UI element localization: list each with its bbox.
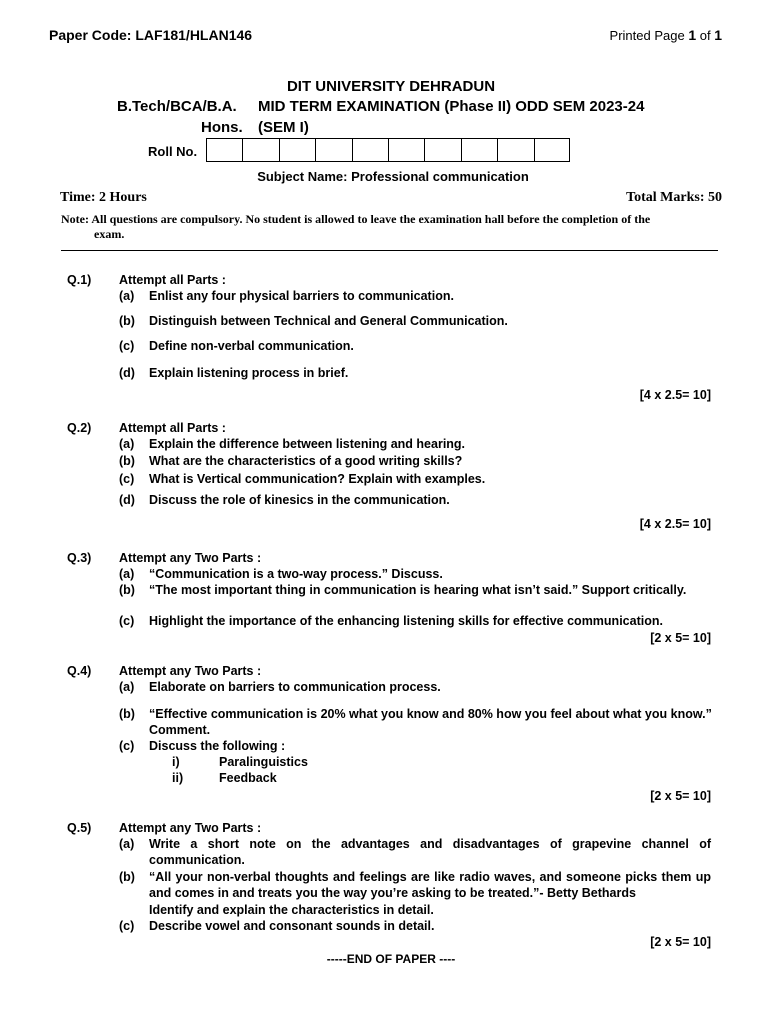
part-label: (c) — [119, 739, 135, 753]
question-instruction: Attempt any Two Parts : — [119, 821, 262, 835]
page-number: 1 — [688, 27, 697, 43]
part-label: (c) — [119, 472, 135, 486]
exam-title-line2: (SEM I) — [258, 119, 309, 136]
part-text: Elaborate on barriers to communication process. — [149, 680, 441, 694]
roll-no-box[interactable] — [534, 138, 570, 162]
printed-page-of: of — [696, 28, 715, 43]
question-number: Q.4) — [67, 664, 92, 678]
subpart-text: Feedback — [219, 771, 277, 785]
part-text: “The most important thing in communication is hearing what isn’t said.” Support critically. — [149, 583, 687, 597]
question-instruction: Attempt all Parts : — [119, 273, 226, 287]
note-line1: Note: All questions are compulsory. No student is allowed to leave the examination hall before the completion of the — [61, 212, 651, 226]
part-text: Define non-verbal communication. — [149, 339, 354, 353]
subpart-text: Paralinguistics — [219, 755, 308, 769]
part-label: (d) — [119, 493, 135, 507]
exam-time: Time: 2 Hours — [60, 190, 147, 205]
subpart-label: ii) — [172, 771, 184, 785]
paper-code: Paper Code: LAF181/HLAN146 — [49, 27, 253, 43]
part-text: Explain listening process in brief. — [149, 366, 349, 380]
part-label: (a) — [119, 680, 135, 694]
subject-name: Subject Name: Professional communication — [257, 169, 529, 184]
question-instruction: Attempt any Two Parts : — [119, 664, 262, 678]
roll-no-box[interactable] — [424, 138, 460, 162]
marks-allocation: [2 x 5= 10] — [650, 789, 711, 803]
roll-no-box[interactable] — [242, 138, 278, 162]
part-text: Discuss the role of kinesics in the communication. — [149, 493, 450, 507]
part-label: (c) — [119, 919, 135, 933]
part-label: (b) — [119, 870, 135, 884]
question-number: Q.1) — [67, 273, 92, 287]
part-label: (d) — [119, 366, 135, 380]
note-line2: exam. — [94, 227, 125, 241]
part-text-cont: Comment. — [149, 723, 211, 737]
part-text: What is Vertical communication? Explain with examples. — [149, 472, 486, 486]
roll-no-box[interactable] — [315, 138, 351, 162]
question-number: Q.5) — [67, 821, 92, 835]
part-text: Highlight the importance of the enhancing listening skills for effective communication. — [149, 614, 663, 628]
question-number: Q.3) — [67, 551, 92, 565]
total-marks: Total Marks: 50 — [626, 190, 722, 205]
university-name: DIT UNIVERSITY DEHRADUN — [286, 78, 496, 95]
printed-page — [610, 27, 722, 43]
part-text: Describe vowel and consonant sounds in detail. — [149, 919, 435, 933]
part-text: Write a short note on the advantages and disadvantages of grapevine channel of — [149, 837, 711, 851]
part-text-cont: communication. — [149, 853, 245, 867]
roll-no-box[interactable] — [497, 138, 533, 162]
part-text: “Communication is a two-way process.” Discuss. — [149, 567, 443, 581]
roll-no-box[interactable] — [279, 138, 315, 162]
part-text: What are the characteristics of a good writing skills? — [149, 454, 463, 468]
part-text: Explain the difference between listening and hearing. — [149, 437, 466, 451]
page-total: 1 — [714, 27, 722, 43]
exam-title-line1: MID TERM EXAMINATION (Phase II) ODD SEM 2023-24 — [258, 98, 645, 115]
roll-no-box[interactable] — [388, 138, 424, 162]
part-text: Distinguish between Technical and General Communication. — [149, 314, 508, 328]
marks-allocation: [2 x 5= 10] — [650, 631, 711, 645]
marks-allocation: [4 x 2.5= 10] — [639, 388, 711, 402]
programme-line2: Hons. — [201, 119, 243, 136]
programme-line1: B.Tech/BCA/B.A. — [117, 98, 237, 115]
part-label: (b) — [119, 583, 135, 597]
roll-no-box[interactable] — [352, 138, 388, 162]
part-label: (a) — [119, 567, 135, 581]
part-text: “Effective communication is 20% what you know and 80% how you feel about what you know.” — [149, 707, 712, 721]
separator-line — [61, 250, 718, 251]
part-text: Enlist any four physical barriers to communication. — [149, 289, 454, 303]
part-text-cont: and comes in and treats you the way you’re asking to be treated.”- Betty Bethards — [149, 886, 636, 900]
question-number: Q.2) — [67, 421, 92, 435]
part-label: (b) — [119, 314, 135, 328]
question-instruction: Attempt all Parts : — [119, 421, 226, 435]
roll-no-box[interactable] — [206, 138, 242, 162]
part-label: (c) — [119, 339, 135, 353]
part-text: “All your non-verbal thoughts and feelings are like radio waves, and someone picks them up — [149, 870, 711, 884]
part-label: (a) — [119, 437, 135, 451]
printed-page-prefix: Printed Page — [609, 28, 689, 43]
roll-no-box[interactable] — [461, 138, 497, 162]
subpart-label: i) — [172, 755, 180, 769]
marks-allocation: [2 x 5= 10] — [650, 935, 711, 949]
part-label: (b) — [119, 707, 135, 721]
end-of-paper: -----END OF PAPER ---- — [326, 952, 456, 966]
part-label: (c) — [119, 614, 135, 628]
part-label: (a) — [119, 837, 135, 851]
roll-no-boxes[interactable] — [206, 138, 570, 162]
part-label: (b) — [119, 454, 135, 468]
question-instruction: Attempt any Two Parts : — [119, 551, 262, 565]
roll-no-label: Roll No. — [148, 144, 198, 159]
marks-allocation: [4 x 2.5= 10] — [639, 517, 711, 531]
part-text-cont: Identify and explain the characteristics in detail. — [149, 903, 434, 917]
part-text: Discuss the following : — [149, 739, 286, 753]
part-label: (a) — [119, 289, 135, 303]
